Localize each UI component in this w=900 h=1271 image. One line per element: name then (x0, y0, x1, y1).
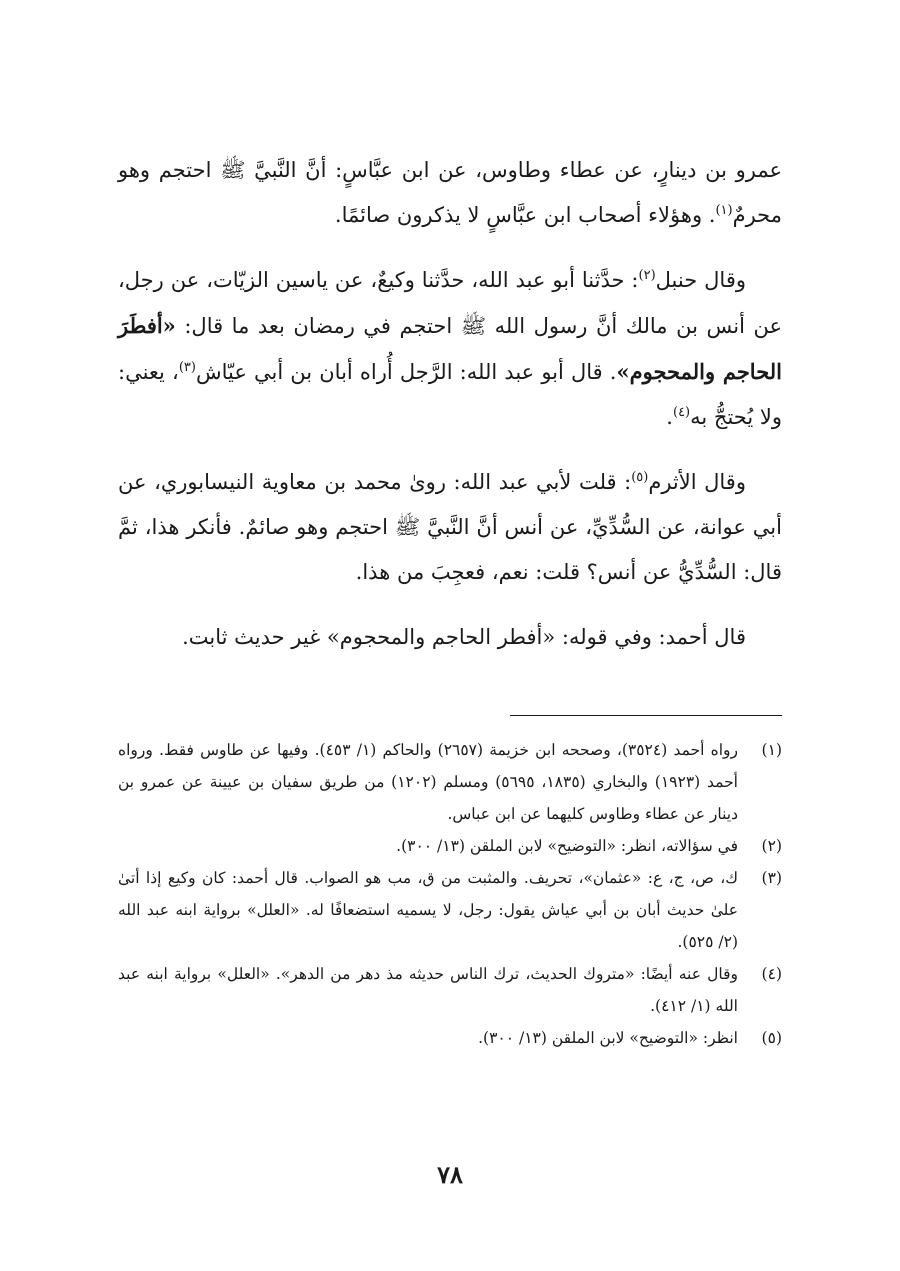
paragraph-1: عمرو بن دينارٍ، عن عطاء وطاوس، عن ابن عبَّاسٍ: أنَّ النَّبيَّ ﷺ احتجم وهو محرمٌ$^{(١)}$. وهؤلاء أصحاب ابن عبَّاسٍ لا يذكرون صائمًا. (118, 158, 782, 227)
footnote-number: (٣) (761, 869, 782, 887)
footnote-separator (510, 715, 782, 716)
paragraph-2: وقال حنبل$^{(٢)}$: حدَّثنا أبو عبد الله، حدَّثنا وكيعٌ، عن ياسين الزيّات، عن رجل، عن أنس بن مالك أنَّ رسول الله ﷺ احتجم في رمضان بعد ما قال: «أفطَرَ الحاجم والمحجوم». قال أبو عبد الله: الرَّجل أُراه أبان بن أبي عيّاش$^{(٣)}$، يعني: ولا يُحتجُّ به$^{(٤)}$. (118, 268, 782, 429)
paragraph-4: قال أحمد: وفي قوله: «أفطر الحاجم والمحجوم» غير حديث ثابت. (182, 625, 746, 649)
footnote-text: رواه أحمد (٣٥٢٤)، وصححه ابن خزيمة (٢٦٥٧) والحاكم (١/ ٤٥٣). وفيها عن طاوس فقط. ورواه أحمد (١٩٢٣) والبخاري (١٨٣٥، ٥٦٩٥) ومسلم (١٢٠٢) من طريق سفيان بن عيينة عن عمرو بن دينار عن عطاء وطاوس كليهما عن ابن عباس. (118, 741, 738, 823)
footnote-ref-2[interactable]: (٢) (638, 268, 656, 283)
footnote-text: وقال عنه أيضًا: «متروك الحديث، ترك الناس حديثه مذ دهر من الدهر». «العلل» برواية ابنه عبد الله (١/ ٤١٢). (118, 965, 738, 1015)
footnote-text: ك، ص، ج، ع: «عثمان»، تحريف. والمثبت من ق، مب هو الصواب. قال أحمد: كان وكيع إذا أتىٰ علىٰ حديث أبان بن أبي عياش يقول: رجل، لا يسميه استضعافًا له. «العلل» برواية ابنه عبد الله (٢/ ٥٢٥). (118, 869, 738, 951)
footnotes (118, 734, 782, 1054)
footnote-number: (٤) (761, 965, 782, 983)
hadith-quote: «أفطَرَ الحاجم والمحجوم» (118, 313, 782, 384)
footnote-ref-3[interactable]: (٣) (178, 360, 196, 375)
footnote-number: (١) (761, 741, 782, 759)
footnote-text: انظر: «التوضيح» لابن الملقن (١٣/ ٣٠٠). (478, 1029, 738, 1047)
footnote-number: (٥) (761, 1029, 782, 1047)
footnote-number: (٢) (761, 837, 782, 855)
footnote-ref-1[interactable]: (١) (715, 203, 733, 218)
footnote-2 (118, 830, 782, 862)
page-number: ٧٨ (437, 1160, 463, 1189)
footnote-1 (118, 734, 782, 830)
footnote-ref-5[interactable]: (٥) (631, 470, 649, 485)
footnote-5 (118, 1022, 782, 1054)
footnote-text: في سؤالاته، انظر: «التوضيح» لابن الملقن (١٣/ ٣٠٠). (396, 837, 738, 855)
footnote-ref-4[interactable]: (٤) (672, 405, 691, 420)
footnote-3 (118, 862, 782, 958)
paragraph-3: وقال الأثرم$^{(٥)}$: قلت لأبي عبد الله: روىٰ محمد بن معاوية النيسابوري، عن أبي عوانة، عن السُّدِّيِّ، عن أنس أنَّ النَّبيَّ ﷺ احتجم وهو صائمٌ. فأنكر هذا، ثمَّ قال: السُّدِّيُّ عن أنس؟ قلت: نعم، فعجِبَ من هذا. (118, 470, 782, 584)
footnote-4 (118, 958, 782, 1022)
main-text (118, 148, 782, 680)
